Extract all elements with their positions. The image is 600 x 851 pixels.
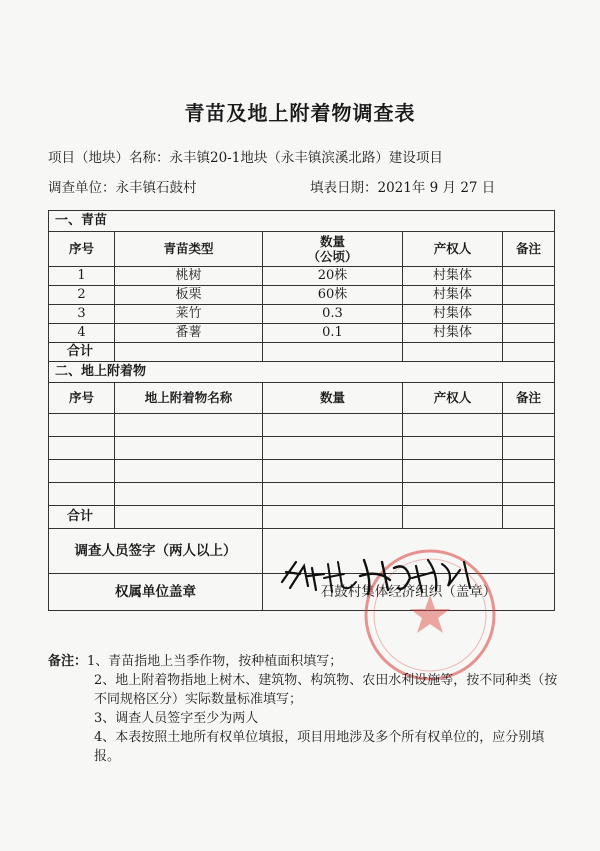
seal-text: 石鼓村集体经济组织（盖章） bbox=[263, 574, 555, 611]
survey-unit-line bbox=[48, 176, 496, 196]
total-cell bbox=[263, 343, 403, 362]
row-note bbox=[503, 305, 555, 324]
table-row bbox=[49, 305, 555, 324]
header-quantity: 数量 （公顷） bbox=[263, 232, 403, 267]
row-note bbox=[503, 267, 555, 286]
empty-cell bbox=[115, 460, 263, 483]
empty-cell bbox=[115, 437, 263, 460]
section-attachments-title: 二、地上附着物 bbox=[49, 362, 555, 383]
project-name-line: 项目（地块）名称：永丰镇20-1地块（永丰镇滨溪北路）建设项目 bbox=[48, 150, 443, 166]
note-item: 3、调查人员签字至少为两人 bbox=[94, 711, 259, 726]
section-seedlings-title: 一、青苗 bbox=[49, 211, 555, 232]
total-cell bbox=[503, 343, 555, 362]
empty-cell bbox=[263, 483, 403, 506]
header-owner: 产权人 bbox=[403, 383, 503, 414]
fill-date: 填表日期：2021年 9 月 27 日 bbox=[310, 180, 496, 196]
note-item: 4、本表按照土地所有权单位填报，项目用地涉及多个所有权单位的，应分别填报。 bbox=[94, 730, 545, 764]
note-item: 2、地上附着物指地上树木、建筑物、构筑物、农田水利设施等，按不同种类（按不同规格区分）实际数量标准填写； bbox=[94, 673, 558, 707]
empty-cell bbox=[263, 460, 403, 483]
table-row bbox=[49, 460, 555, 483]
page-title: 青苗及地上附着物调查表 bbox=[184, 101, 416, 125]
empty-cell bbox=[49, 483, 115, 506]
row-no: 1 bbox=[49, 267, 115, 286]
row-owner: 村集体 bbox=[403, 267, 503, 286]
row-owner: 村集体 bbox=[403, 324, 503, 343]
empty-cell bbox=[503, 414, 555, 437]
empty-cell bbox=[263, 414, 403, 437]
empty-cell bbox=[503, 437, 555, 460]
row-no: 4 bbox=[49, 324, 115, 343]
header-seedling-type: 青苗类型 bbox=[115, 232, 263, 267]
total-cell bbox=[115, 506, 263, 529]
seedlings-total-label: 合计 bbox=[49, 343, 115, 362]
total-cell bbox=[263, 506, 403, 529]
empty-cell bbox=[503, 460, 555, 483]
row-owner: 村集体 bbox=[403, 305, 503, 324]
handwritten-signatures-icon bbox=[278, 552, 488, 598]
row-owner: 村集体 bbox=[403, 286, 503, 305]
note-item: 1、青苗指地上当季作物，按种植面积填写； bbox=[87, 654, 343, 669]
total-cell bbox=[403, 343, 503, 362]
row-type: 板栗 bbox=[115, 286, 263, 305]
table-row bbox=[49, 414, 555, 437]
row-qty: 60株 bbox=[263, 286, 403, 305]
empty-cell bbox=[49, 414, 115, 437]
empty-cell bbox=[403, 483, 503, 506]
empty-cell bbox=[403, 460, 503, 483]
header-attachment-name: 地上附着物名称 bbox=[115, 383, 263, 414]
header-quantity: 数量 bbox=[263, 383, 403, 414]
seal-label: 权属单位盖章 bbox=[49, 574, 263, 611]
total-cell bbox=[503, 506, 555, 529]
row-type: 桃树 bbox=[115, 267, 263, 286]
table-row bbox=[49, 483, 555, 506]
empty-cell bbox=[49, 437, 115, 460]
survey-unit: 调查单位：永丰镇石鼓村 bbox=[48, 180, 197, 196]
signature-label: 调查人员签字（两人以上） bbox=[49, 529, 263, 574]
empty-cell bbox=[49, 460, 115, 483]
table-row bbox=[49, 286, 555, 305]
header-owner: 产权人 bbox=[403, 232, 503, 267]
empty-cell bbox=[263, 437, 403, 460]
row-no: 3 bbox=[49, 305, 115, 324]
row-note bbox=[503, 286, 555, 305]
row-type: 莱竹 bbox=[115, 305, 263, 324]
row-no: 2 bbox=[49, 286, 115, 305]
empty-cell bbox=[503, 483, 555, 506]
total-cell bbox=[115, 343, 263, 362]
table-row bbox=[49, 267, 555, 286]
row-type: 番薯 bbox=[115, 324, 263, 343]
table-row bbox=[49, 324, 555, 343]
table-row bbox=[49, 437, 555, 460]
attachments-total-label: 合计 bbox=[49, 506, 115, 529]
row-qty: 20株 bbox=[263, 267, 403, 286]
header-note: 备注 bbox=[503, 232, 555, 267]
empty-cell bbox=[115, 414, 263, 437]
empty-cell bbox=[115, 483, 263, 506]
total-cell bbox=[403, 506, 503, 529]
row-note bbox=[503, 324, 555, 343]
header-no: 序号 bbox=[49, 232, 115, 267]
notes-section bbox=[48, 652, 558, 766]
empty-cell bbox=[403, 414, 503, 437]
header-no: 序号 bbox=[49, 383, 115, 414]
empty-cell bbox=[403, 437, 503, 460]
row-qty: 0.3 bbox=[263, 305, 403, 324]
row-qty: 0.1 bbox=[263, 324, 403, 343]
header-note: 备注 bbox=[503, 383, 555, 414]
notes-label: 备注： bbox=[48, 654, 88, 669]
